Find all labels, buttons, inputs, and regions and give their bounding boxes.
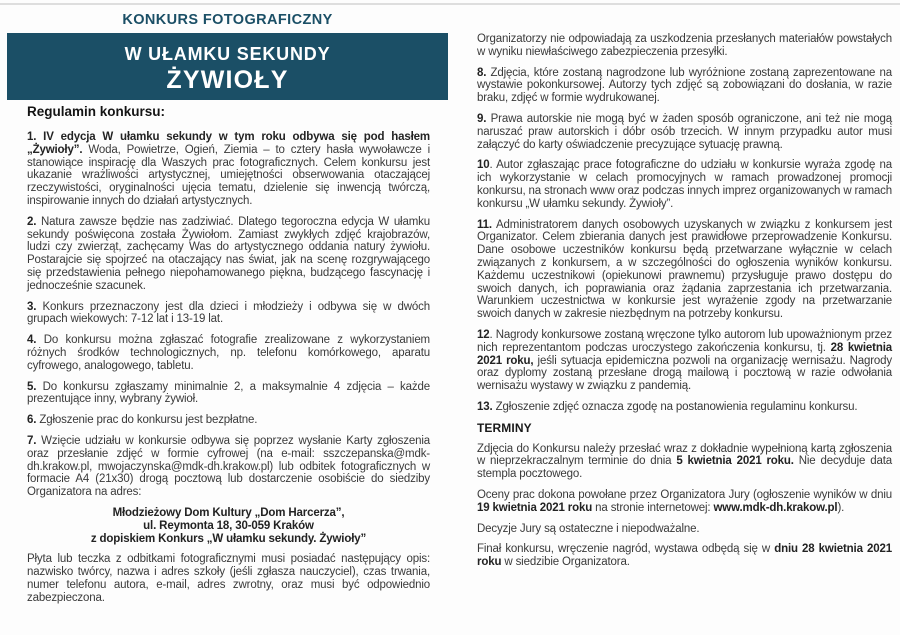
address-line-1: Młodzieżowy Dom Kultury „Dom Harcerza”, [112,506,345,519]
address-line-2: ul. Reymonta 18, 30-059 Kraków [143,519,314,532]
rules-heading: Regulamin konkursu: [27,104,166,119]
terminy-jury: Oceny prac dokona powołane przez Organizatora Jury (ogłoszenie wyników w dniu 19 kwietnia 2021 roku na stronie internetowej: www.mdk-dh.krakow.pl). [477,488,892,514]
terminy-heading: TERMINY [477,420,532,435]
rule-3: 3. Konkurs przeznaczony jest dla dzieci i młodzieży i odbywa się w dwóch grupach wiekowych: 7-12 lat i 13-19 lat. [27,300,430,326]
rule-6: 6. Zgłoszenie prac do konkursu jest bezpłatne. [27,414,258,427]
rule-5: 5. Do konkursu zgłaszamy minimalnie 2, a maksymalnie 4 zdjęcia – każde prezentujące inny, wybrany żywioł. [27,380,430,406]
rules-column [27,131,430,613]
title-banner [7,33,448,100]
rule-12: 12. Nagrody konkursowe zostaną wręczone tylko autorom lub upoważnionym przez nich reprezentantom podczas uroczystego zakończenia konkursu, tj. 28 kwietnia 2021 roku, jeśli sytuacja epidemiczna pozwoli na organizację wernisażu. Nagrody oraz dyplomy zostaną przesłane drogą mailową i pocztową w razie odwołania wernisażu wystawy w związku z pandemią. [477,328,892,393]
rule-11: 11. Administratorem danych osobowych uzyskanych w związku z konkursem jest Organizator. Celem zbierania danych jest prawidłowe przeprowadzenie Konkursu. Dane osobowe uczestników konkursu będą przetwarzane wyłącznie w celach związanych z konkursem, a w szczególności do ogłoszenia wyników konkursu. Każdemu uczestnikowi (opiekunowi prawnemu) przysługuje prawo dostępu do swoich danych, ich poprawiania oraz żądania zaprzestania ich przetwarzania. Warunkiem uczestnictwa w konkursie jest wyrażenie zgody na przetwarzanie swoich danych w zakresie niezbędnym na potrzeby konkursu. [477,218,892,321]
address-line-3: z dopiskiem Konkurs „W ułamku sekundy. Żywioły” [90,532,367,545]
terminy-deadline: Zdjęcia do Konkursu należy przesłać wraz z dokładnie wypełnioną kartą zgłoszenia w nieprzekraczalnym terminie do dnia 5 kwietnia 2021 roku. Nie decyduje data stempla pocztowego. [477,442,892,481]
rule-1: 1. IV edycja W ułamku sekundy w tym roku odbywa się pod hasłem „Żywioły”. Woda, Powietrze, Ogień, Ziemia – to cztery hasła wywoławcze i stanowiące inspirację dla Waszych prac fotograficznych. Celem konkursu jest ukazanie wrażliwości artystycznej, umiejętności obserwowania otaczającej rzeczywistości, oryginalności ujęcia tematu, dzielenie się inwencją twórczą, inspirowanie innych do działań artystycznych. [27,131,430,207]
rule-2: 2. Natura zawsze będzie nas zadziwiać. Dlatego tegoroczna edycja W ułamku sekundy poświęcona została Żywiołom. Zamiast zwykłych zdjęć krajobrazów, ludzi czy zwierząt, zachęcamy Was do artystycznego oddania natury żywiołu. Postarajcie się spojrzeć na otaczający nas świat, jak na scenę rozgrywającego się przedstawienia pełnego niepohamowanego piękna, budzącego fascynację i jednocześnie szacunek. [27,215,430,292]
details-column [477,33,892,577]
rule-4: 4. Do konkursu można zgłaszać fotografie zrealizowane z wykorzystaniem różnych środków technologicznych, np. telefonu komórkowego, aparatu cyfrowego, analogowego, tabletu. [27,334,430,372]
contest-kicker: KONKURS FOTOGRAFICZNY [122,12,333,28]
banner-title-line1: W UŁAMKU SEKUNDY [124,44,331,64]
rule-7: 7. Wzięcie udziału w konkursie odbywa się poprzez wysłanie Karty zgłoszenia oraz przesłanie zdjęć w formie cyfrowej (na e-mail: sszczepanska@mdk-dh.krakow.pl, mwojaczynska@mdk-dh.krakow.pl) lub odbitek fotograficznych w formacie A4 (21x30) drogą pocztową lub dostarczenie osobiście do siedziby Organizatora na adres: [27,434,430,499]
rule-10: 10. Autor zgłaszając prace fotograficzne do udziału w konkursie wyraża zgodę na ich wykorzystanie w celach promocyjnych w ramach prowadzonej promocji konkursu, na stronach www oraz podczas innych imprez organizowanych w ramach konkursu „W ułamku sekundy. Żywioły”. [477,159,892,210]
rule-8: 8. Zdjęcia, które zostaną nagrodzone lub wyróżnione zostaną zaprezentowane na wystawie pokonkursowej. Autorzy tych zdjęć są zobowiązani do dosłania, w razie braku, zdjęć w formie wydrukowanej. [477,66,892,105]
rule-13: 13. Zgłoszenie zdjęć oznacza zgodę na postanowienia regulaminu konkursu. [477,400,858,413]
packaging-note: Płyta lub teczka z odbitkami fotograficznymi musi posiadać następujący opis: nazwisko twórcy, nazwa i adres szkoły (jeśli zgłasza nauczyciel), czas trwania, numer telefonu autora, e-mail, adres zwrotny, oraz musi być odpowiednio zabezpieczona. [27,553,430,604]
terminy-final-event: Finał konkursu, wręczenie nagród, wystawa odbędą się w dniu 28 kwietnia 2021 roku w siedzibie Organizatora. [477,543,892,569]
banner-title-line2: ŻYWIOŁY [166,66,289,94]
rule-9: 9. Prawa autorskie nie mogą być w żaden sposób ograniczone, ani też nie mogą naruszać praw autorskich i dóbr osób trzecich. W innym przypadku autor musi załączyć do karty oświadczenie precyzujące sytuację prawną. [477,112,892,151]
shipping-disclaimer: Organizatorzy nie odpowiadają za uszkodzenia przesłanych materiałów powstałych w wyniku niewłaściwego zabezpieczenia przesyłki. [477,33,892,58]
page-top-rule [0,3,900,5]
terminy-final-decision: Decyzje Jury są ostateczne i niepodważalne. [477,522,700,535]
